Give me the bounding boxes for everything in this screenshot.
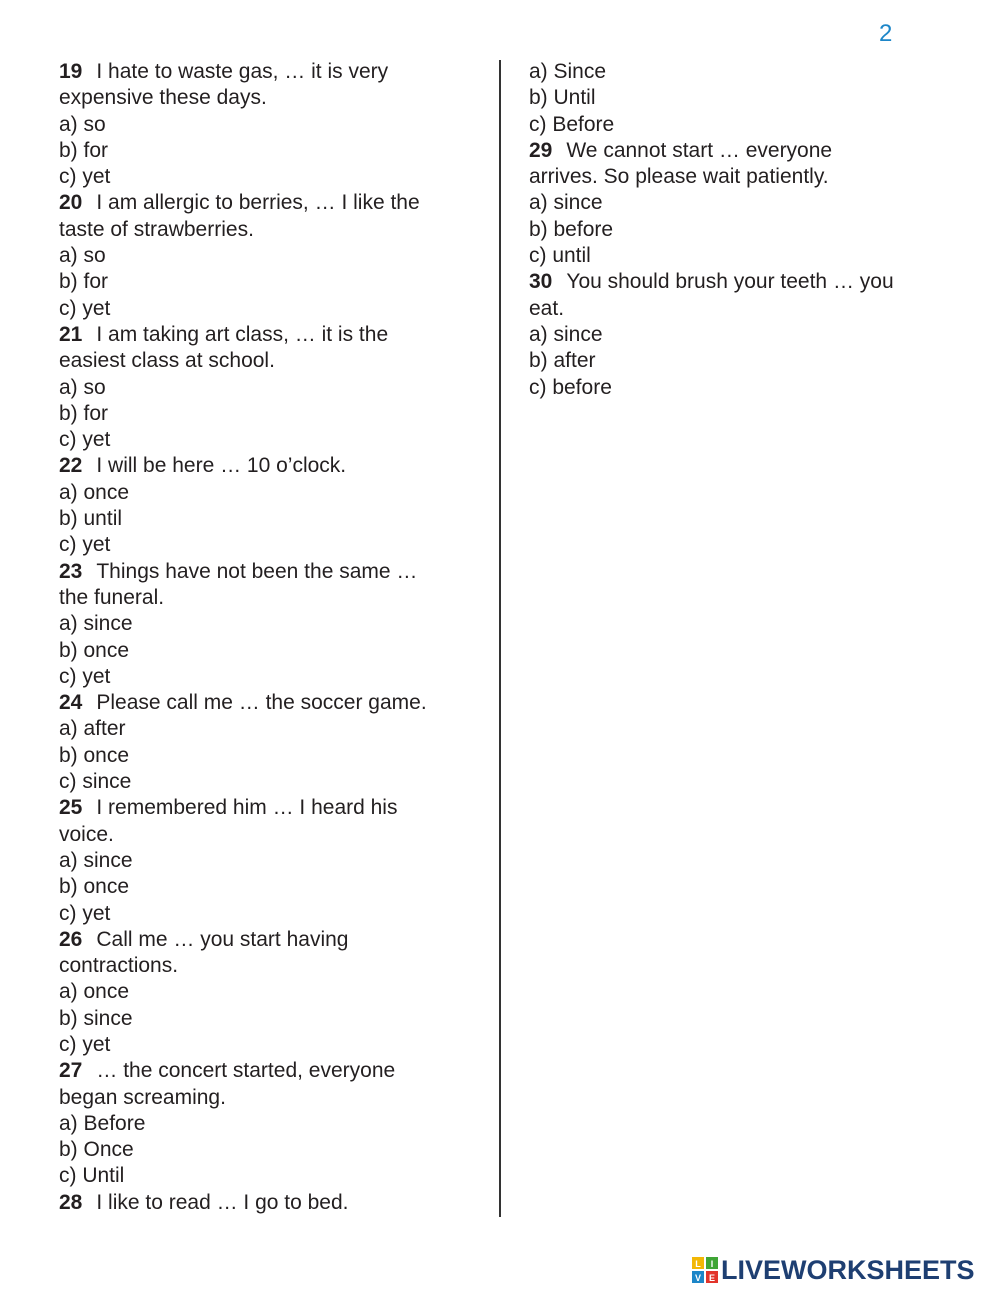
logo-mark-letter: I xyxy=(710,1259,714,1269)
logo-mark-letter: V xyxy=(694,1273,702,1283)
question-20 xyxy=(59,190,479,321)
question-number: 30 xyxy=(529,270,553,294)
question-text-line xyxy=(59,59,479,85)
question-text: … the concert started, everyone xyxy=(96,1059,396,1083)
answer-option[interactable]: c) before xyxy=(529,375,612,399)
question-number: 29 xyxy=(529,138,553,162)
question-text-line xyxy=(59,559,479,585)
question-text: I will be here … 10 o’clock. xyxy=(96,454,347,478)
question-number: 27 xyxy=(59,1059,83,1083)
answer-option[interactable]: b) once xyxy=(59,638,130,662)
answer-option[interactable]: c) yet xyxy=(59,901,111,925)
answer-option[interactable]: c) yet xyxy=(59,533,111,557)
answer-option[interactable]: c) until xyxy=(529,244,591,268)
answer-option[interactable]: c) yet xyxy=(59,428,111,452)
liveworksheets-logo-icon xyxy=(692,1257,718,1283)
page-number: 2 xyxy=(879,20,893,47)
answer-option[interactable]: b) for xyxy=(59,401,109,425)
answer-option[interactable]: a) so xyxy=(59,112,106,136)
question-text-line xyxy=(529,164,949,190)
question-text: the funeral. xyxy=(59,585,165,609)
liveworksheets-logo xyxy=(692,1252,975,1288)
question-24 xyxy=(59,690,479,795)
answer-option[interactable]: a) once xyxy=(59,480,130,504)
question-text-line xyxy=(529,269,949,295)
question-text-line xyxy=(59,190,479,216)
question-text: easiest class at school. xyxy=(59,349,275,373)
question-text: I am taking art class, … it is the xyxy=(96,322,389,346)
answer-option[interactable]: c) Before xyxy=(529,112,615,136)
answer-option[interactable]: c) yet xyxy=(59,165,111,189)
question-30 xyxy=(529,269,949,400)
question-27 xyxy=(59,1058,479,1189)
question-text-line xyxy=(59,795,479,821)
question-29 xyxy=(529,138,949,269)
question-text: I like to read … I go to bed. xyxy=(96,1190,349,1214)
question-text-line xyxy=(59,1085,479,1111)
question-text-line xyxy=(59,953,479,979)
answer-option[interactable]: c) since xyxy=(59,770,132,794)
question-text: contractions. xyxy=(59,954,179,978)
answer-option[interactable]: b) until xyxy=(59,507,123,531)
question-text-line xyxy=(59,585,479,611)
question-text: arrives. So please wait patiently. xyxy=(529,165,829,189)
answer-option[interactable]: b) after xyxy=(529,349,596,373)
question-text-line xyxy=(59,85,479,111)
answer-option[interactable]: a) since xyxy=(59,848,133,872)
question-number: 26 xyxy=(59,927,83,951)
question-number: 19 xyxy=(59,60,83,83)
answer-option[interactable]: c) yet xyxy=(59,1032,111,1056)
question-text: began screaming. xyxy=(59,1085,226,1109)
answer-option[interactable]: b) once xyxy=(59,875,130,899)
question-23 xyxy=(59,559,479,690)
left-column xyxy=(59,59,479,1216)
answer-option[interactable]: a) after xyxy=(59,717,126,741)
answer-option[interactable]: a) so xyxy=(59,375,106,399)
answer-option[interactable]: c) yet xyxy=(59,664,111,688)
answer-option[interactable]: c) yet xyxy=(59,296,111,320)
question-text: voice. xyxy=(59,822,114,846)
question-text-line xyxy=(59,927,479,953)
question-text: expensive these days. xyxy=(59,86,267,110)
answer-option[interactable]: b) Until xyxy=(529,86,596,110)
question-text: I hate to waste gas, … it is very xyxy=(96,60,389,83)
answer-option[interactable]: a) Before xyxy=(59,1111,146,1135)
column-divider xyxy=(499,60,501,1217)
logo-mark-letter: L xyxy=(695,1259,701,1269)
liveworksheets-logo-text: LIVEWORKSHEETS xyxy=(721,1254,975,1285)
question-text-line xyxy=(59,322,479,348)
question-text-line xyxy=(59,822,479,848)
question-text: You should brush your teeth … you xyxy=(566,270,894,294)
question-number: 28 xyxy=(59,1190,83,1214)
question-number: 20 xyxy=(59,191,83,215)
answer-option[interactable]: a) since xyxy=(529,322,603,346)
question-26 xyxy=(59,927,479,1058)
question-number: 22 xyxy=(59,454,83,478)
answer-option[interactable]: c) Until xyxy=(59,1164,125,1188)
question-text: eat. xyxy=(529,296,565,320)
question-19 xyxy=(59,59,479,190)
question-text: taste of strawberries. xyxy=(59,217,254,241)
question-text-line xyxy=(59,690,479,716)
question-number: 24 xyxy=(59,691,83,715)
question-text-line xyxy=(59,348,479,374)
answer-option[interactable]: b) Once xyxy=(59,1138,134,1162)
question-text-line xyxy=(529,138,949,164)
question-number: 21 xyxy=(59,322,83,346)
question-continued xyxy=(529,59,949,138)
question-28 xyxy=(59,1190,479,1216)
answer-option[interactable]: a) once xyxy=(59,980,130,1004)
question-22 xyxy=(59,453,479,558)
question-text-line xyxy=(59,1190,479,1216)
answer-option[interactable]: b) once xyxy=(59,743,130,767)
question-text-line xyxy=(59,217,479,243)
question-text: Things have not been the same … xyxy=(96,559,418,583)
logo-mark-letter: E xyxy=(708,1273,716,1283)
question-text-line xyxy=(59,1058,479,1084)
question-text: Please call me … the soccer game. xyxy=(96,691,427,715)
answer-option[interactable]: b) before xyxy=(529,217,614,241)
question-number: 25 xyxy=(59,796,83,820)
question-number: 23 xyxy=(59,559,83,583)
question-text: We cannot start … everyone xyxy=(566,138,833,162)
answer-option[interactable]: a) so xyxy=(59,244,106,268)
question-text: I am allergic to berries, … I like the xyxy=(96,191,420,215)
answer-option[interactable]: b) for xyxy=(59,270,109,294)
question-text-line xyxy=(59,453,479,479)
answer-option[interactable]: b) since xyxy=(59,1006,133,1030)
answer-option[interactable]: b) for xyxy=(59,138,109,162)
question-text-line xyxy=(529,296,949,322)
question-text: Call me … you start having xyxy=(96,927,349,951)
answer-option[interactable]: a) Since xyxy=(529,60,607,83)
question-25 xyxy=(59,795,479,926)
answer-option[interactable]: a) since xyxy=(529,191,603,215)
answer-option[interactable]: a) since xyxy=(59,612,133,636)
right-column xyxy=(529,59,949,401)
question-text: I remembered him … I heard his xyxy=(96,796,398,820)
question-21 xyxy=(59,322,479,453)
